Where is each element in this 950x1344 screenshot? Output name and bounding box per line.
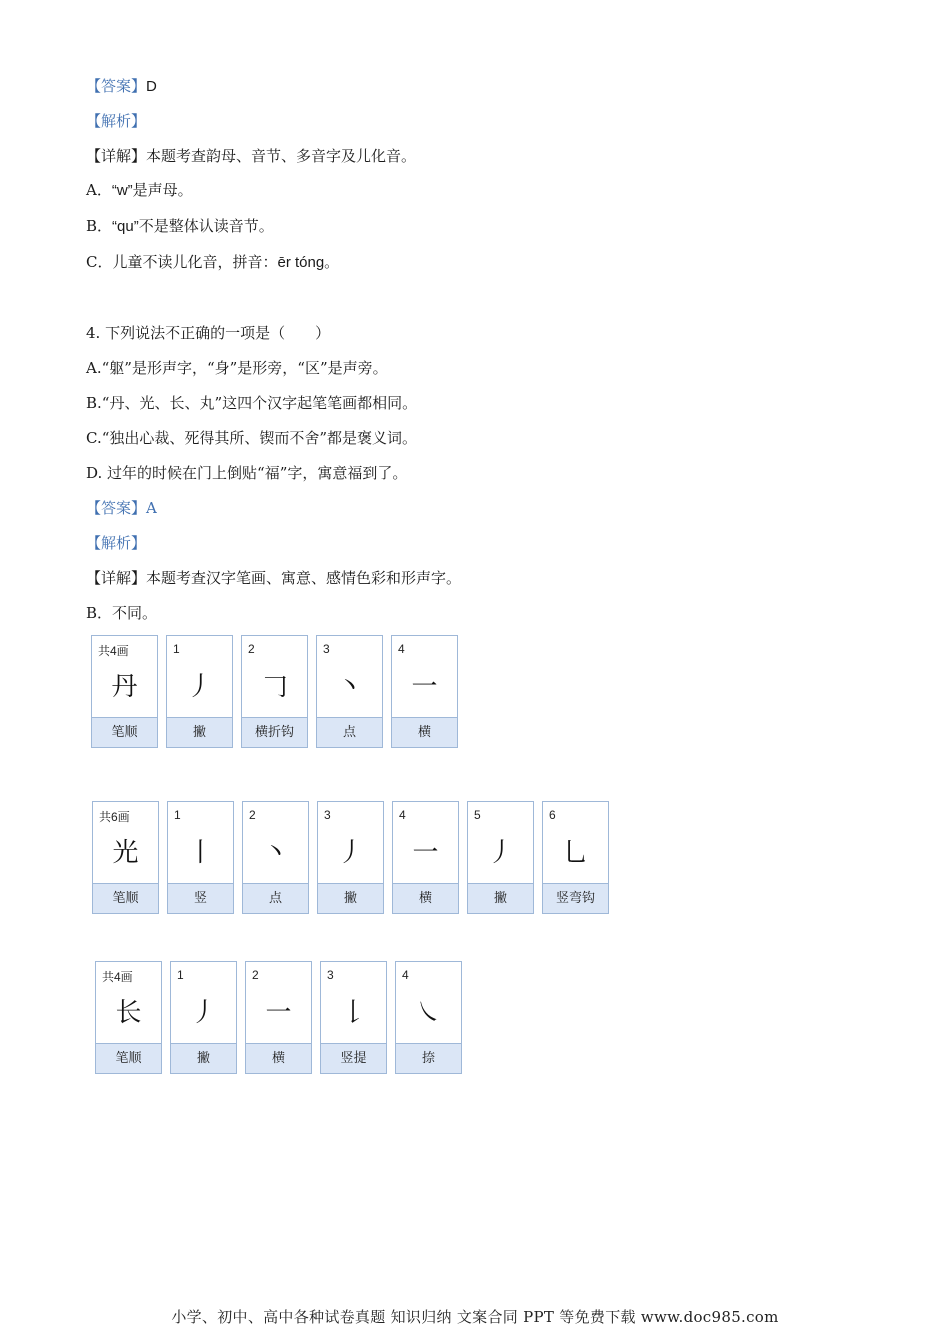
stroke-cell	[391, 635, 458, 748]
stroke-order-label: 笔顺	[96, 1043, 161, 1073]
stroke-glyph: 一	[412, 838, 439, 868]
stroke-total: 共4画	[102, 970, 133, 984]
q3-analysis-label: 【解析】	[86, 112, 147, 130]
q4-stem: 4. 下列说法不正确的一项是（ ）	[86, 324, 331, 342]
stroke-table-dan	[91, 635, 458, 748]
stroke-order-label: 笔顺	[93, 883, 158, 913]
q4-option-d: D. 过年的时候在门上倒贴“福”字，寓意福到了。	[86, 464, 408, 482]
stroke-name: 横	[246, 1043, 311, 1073]
stroke-number: 4	[398, 642, 405, 656]
q4-b-note: B．不同。	[86, 604, 158, 622]
stroke-glyph: 丿	[186, 672, 213, 702]
stroke-cell	[320, 961, 387, 1074]
stroke-table-guang	[92, 801, 609, 914]
stroke-number: 1	[177, 968, 184, 982]
stroke-name: 竖提	[321, 1043, 386, 1073]
stroke-name: 竖弯钩	[543, 883, 608, 913]
q3-detail-line	[86, 146, 416, 166]
stroke-glyph: 一	[411, 672, 438, 702]
stroke-name: 撇	[171, 1043, 236, 1073]
stroke-character: 长	[115, 998, 142, 1028]
stroke-number: 6	[549, 808, 556, 822]
stroke-character: 光	[112, 838, 139, 868]
stroke-number: 3	[324, 808, 331, 822]
stroke-cell	[170, 961, 237, 1074]
option-text: “qu”不是整体认读音节。	[112, 218, 274, 235]
stroke-name: 横折钩	[242, 717, 307, 747]
detail-text: 本题考查汉字笔画、寓意、感情色彩和形声字。	[146, 569, 462, 587]
stroke-glyph: 一	[265, 998, 292, 1028]
option-prefix: C．	[86, 253, 113, 271]
stroke-glyph: 乚	[562, 838, 589, 868]
q4-analysis-label: 【解析】	[86, 534, 147, 552]
stroke-table-chang	[95, 961, 462, 1074]
stroke-number: 3	[323, 642, 330, 656]
stroke-name: 横	[392, 717, 457, 747]
q3-answer-line	[86, 76, 157, 97]
answer-label: 【答案】	[86, 499, 147, 517]
stroke-summary-cell	[91, 635, 158, 748]
option-prefix: B．	[86, 217, 113, 235]
stroke-character: 丹	[111, 672, 138, 702]
stroke-cell	[242, 801, 309, 914]
stroke-number: 2	[248, 642, 255, 656]
stroke-number: 1	[173, 642, 180, 656]
q4-option-a: A.“躯”是形声字，“身”是形旁，“区”是声旁。	[86, 359, 388, 377]
option-text: 儿童不读儿化音，拼音：ēr tóng。	[112, 254, 340, 271]
stroke-cell	[245, 961, 312, 1074]
answer-label: 【答案】	[86, 77, 147, 95]
stroke-glyph: 丿	[337, 838, 364, 868]
stroke-name: 横	[393, 883, 458, 913]
stroke-name: 点	[317, 717, 382, 747]
stroke-cell	[317, 801, 384, 914]
stroke-number: 1	[174, 808, 181, 822]
detail-label: 【详解】	[86, 569, 147, 587]
page-footer: 小学、初中、高中各种试卷真题 知识归纳 文案合同 PPT 等免费下载 www.doc985.com	[171, 1308, 779, 1326]
stroke-summary-cell	[95, 961, 162, 1074]
stroke-cell	[241, 635, 308, 748]
stroke-name: 捺	[396, 1043, 461, 1073]
q3-option-b	[86, 216, 274, 237]
answer-value: D	[146, 78, 157, 95]
q4-option-b: B.“丹、光、长、丸”这四个汉字起笔笔画都相同。	[86, 394, 418, 412]
stroke-name: 撇	[318, 883, 383, 913]
stroke-glyph: 丶	[336, 672, 363, 702]
stroke-cell	[542, 801, 609, 914]
stroke-name: 竖	[168, 883, 233, 913]
detail-label: 【详解】	[86, 147, 147, 165]
stroke-glyph: 𠄌	[340, 998, 367, 1028]
stroke-number: 3	[327, 968, 334, 982]
stroke-total: 共6画	[99, 810, 130, 824]
stroke-cell	[392, 801, 459, 914]
stroke-name: 撇	[167, 717, 232, 747]
stroke-cell	[167, 801, 234, 914]
stroke-order-label: 笔顺	[92, 717, 157, 747]
stroke-glyph: 丶	[262, 838, 289, 868]
stroke-cell	[166, 635, 233, 748]
option-prefix: A．	[86, 181, 112, 199]
stroke-cell	[467, 801, 534, 914]
stroke-glyph: 丿	[190, 998, 217, 1028]
stroke-number: 4	[402, 968, 409, 982]
stroke-number: 5	[474, 808, 481, 822]
q4-answer-line	[86, 498, 157, 518]
stroke-cell	[395, 961, 462, 1074]
option-text: “w”是声母。	[111, 182, 193, 199]
stroke-number: 2	[249, 808, 256, 822]
q4-option-c: C.“独出心裁、死得其所、锲而不舍”都是褒义词。	[86, 429, 418, 447]
answer-value: A	[146, 499, 157, 517]
q4-detail-line	[86, 568, 461, 588]
stroke-glyph: 𠃌	[261, 672, 288, 702]
stroke-number: 4	[399, 808, 406, 822]
q3-option-a	[86, 180, 193, 201]
stroke-glyph: 丨	[187, 838, 214, 868]
stroke-glyph: 丿	[487, 838, 514, 868]
stroke-name: 撇	[468, 883, 533, 913]
stroke-cell	[316, 635, 383, 748]
stroke-name: 点	[243, 883, 308, 913]
stroke-summary-cell	[92, 801, 159, 914]
stroke-glyph: ㇏	[415, 998, 442, 1028]
detail-text: 本题考查韵母、音节、多音字及儿化音。	[146, 147, 417, 165]
q3-option-c	[86, 252, 339, 273]
stroke-total: 共4画	[98, 644, 129, 658]
stroke-number: 2	[252, 968, 259, 982]
